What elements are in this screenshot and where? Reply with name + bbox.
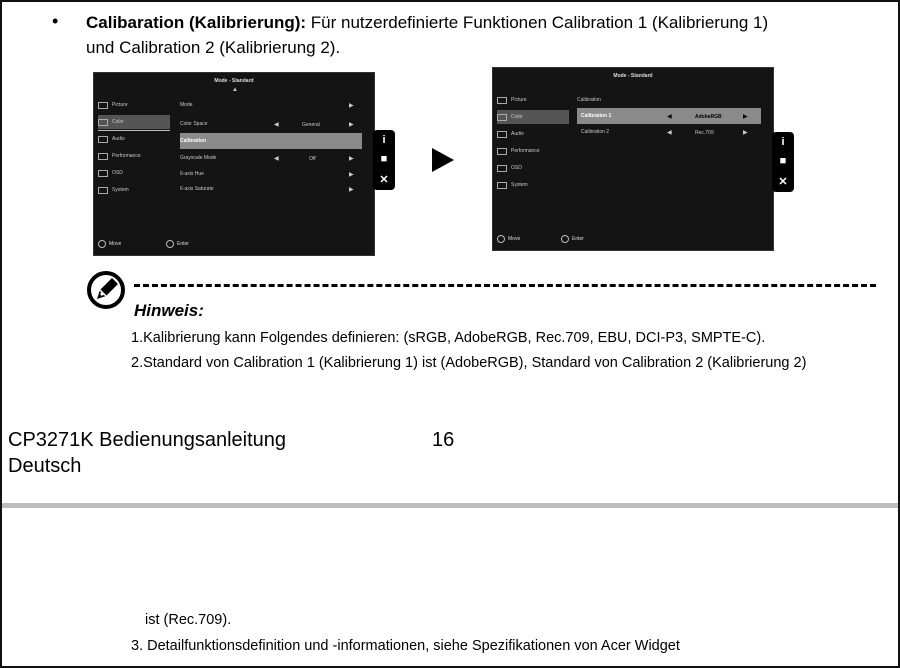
performance-icon [98,153,108,160]
bullet-text-1: Für nutzerdefinierte Funktionen Calibration 1 (Kalibrierung 1) [306,13,769,32]
info-icon: i [382,133,386,146]
osd-footer-move: Move [98,240,121,248]
osd-sidebar-osd: OSD [497,161,569,175]
page-break [2,503,898,508]
osd-row-grayscale-value: Off [309,156,316,162]
picture-icon [497,97,507,104]
bullet-heading: Calibaration (Kalibrierung): [86,13,307,32]
joystick-icon [98,240,106,248]
joystick-icon [166,240,174,248]
note-pencil-icon [86,270,126,310]
gear-icon [98,187,108,194]
osd-sidebar-system: System [98,183,170,197]
page-number: 16 [432,429,455,451]
osd-footer-enter: Enter [166,240,189,248]
osd-screenshot-right [492,67,774,251]
osd-title: Mode - Standard [613,73,653,79]
osd-footer-enter: Enter [561,235,584,243]
osd-sidebar-picture: Picture [497,93,569,107]
left-arrow-icon: ◀ [274,156,279,162]
manual-title: CP3271K Bedienungsanleitung [8,429,286,451]
gear-icon [497,182,507,189]
bullet-dot: • [52,11,59,31]
osd-title: Mode - Standard [214,78,254,84]
osd-sidebar-audio: Audio [497,127,569,141]
osd-sidebar-performance: Performance [497,144,569,158]
right-arrow-icon: ▶ [349,172,354,178]
osd-sidebar-color: Color [98,115,170,129]
note-divider [134,284,876,287]
osd-row-6axis-hue: 6-axis Hue [180,171,204,177]
close-icon: ✕ [379,174,389,187]
continuation-line-2: 3. Detailfunktionsdefinition und -informationen, siehe Spezifikationen von Acer Widget [131,638,680,654]
note-item-1: 1.Kalibrierung kann Folgendes definieren: (sRGB, AdobeRGB, Rec.709, EBU, DCI-P3, SMPTE-C). [131,330,766,346]
osd-row-6axis-saturate: 6-axis Saturate [180,186,214,192]
osd-row-mode: Mode [180,102,193,108]
monitor-keys-left [373,130,395,190]
audio-icon [98,136,108,143]
osd-sidebar-picture: Picture [98,98,170,112]
osd-section-calibration: Calibration [577,97,601,103]
left-arrow-icon: ◀ [667,130,672,136]
right-arrow-icon: ▶ [349,122,354,128]
monitor-keys-right [772,132,794,192]
osd-sidebar-system: System [497,178,569,192]
play-arrow-icon [432,148,454,172]
osd-row-color-space: Color Space [180,121,208,127]
osd-icon [98,170,108,177]
osd-row-calibration-selected: Calibration [180,133,362,149]
osd-row-calibration-2-value: Rec.709 [695,130,714,136]
note-item-2: 2.Standard von Calibration 1 (Kalibrierung 1) ist (AdobeRGB), Standard von Calibration 2 (Kalibrierung 2) [131,355,807,371]
bullet-line-1 [86,12,768,34]
note-title: Hinweis: [134,301,204,320]
joystick-icon [497,235,505,243]
osd-footer-move: Move [497,235,520,243]
right-arrow-icon: ▶ [743,130,748,136]
right-arrow-icon: ▶ [349,156,354,162]
input-icon: ■ [779,155,787,168]
language-label: Deutsch [8,455,82,477]
color-icon [497,114,507,121]
osd-row-calibration-1-value: AdobeRGB [695,114,722,120]
osd-row-calibration-1-selected: Calibration 1 [577,108,761,124]
right-arrow-icon: ▶ [349,187,354,193]
right-arrow-icon: ▶ [349,103,354,109]
color-icon [98,119,108,126]
right-arrow-icon: ▶ [743,114,748,120]
osd-sidebar-audio: Audio [98,132,170,146]
divider [98,130,170,131]
info-icon: i [781,135,785,148]
audio-icon [497,131,507,138]
osd-row-calibration-2: Calibration 2 [581,129,610,135]
continuation-line-1: ist (Rec.709). [145,612,232,628]
left-arrow-icon: ◀ [274,122,279,128]
osd-row-grayscale: Grayscale Mode [180,155,217,161]
performance-icon [497,148,507,155]
picture-icon [98,102,108,109]
close-icon: ✕ [778,176,788,189]
osd-sidebar-performance: Performance [98,149,170,163]
input-icon: ■ [380,153,388,166]
osd-row-color-space-value: General [302,122,320,128]
osd-sidebar-color: Color [497,110,569,124]
osd-icon [497,165,507,172]
bullet-line-2: und Calibration 2 (Kalibrierung 2). [86,38,341,57]
left-arrow-icon: ◀ [667,114,672,120]
osd-sidebar-osd: OSD [98,166,170,180]
up-arrow-icon: ▲ [232,87,238,93]
osd-screenshot-left [93,72,375,256]
joystick-icon [561,235,569,243]
